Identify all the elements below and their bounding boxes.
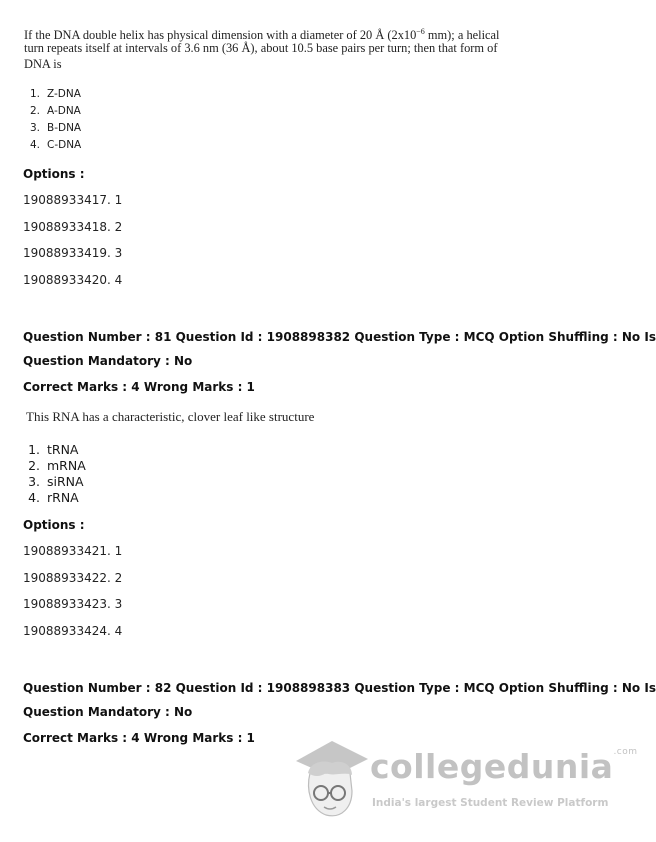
answer-choice bbox=[24, 474, 84, 489]
option-id: 19088933418. 2 bbox=[23, 220, 123, 234]
option-id: 19088933421. 1 bbox=[23, 544, 123, 558]
option-id: 19088933417. 1 bbox=[23, 193, 123, 207]
question-text: This RNA has a characteristic, clover leaf like structure bbox=[26, 409, 315, 424]
choice-label: mRNA bbox=[47, 458, 86, 473]
option-id: 19088933424. 4 bbox=[23, 624, 123, 638]
brand-suffix: .com bbox=[613, 747, 638, 757]
question-marks: Correct Marks : 4 Wrong Marks : 1 bbox=[23, 731, 255, 745]
answer-choice bbox=[24, 122, 81, 134]
question-marks: Correct Marks : 4 Wrong Marks : 1 bbox=[23, 380, 255, 394]
answer-choice bbox=[24, 88, 81, 100]
choice-label: siRNA bbox=[47, 474, 84, 489]
choice-number: 3. bbox=[29, 122, 40, 134]
brand-name bbox=[370, 747, 638, 786]
choice-number: 1. bbox=[28, 442, 40, 457]
graduate-mascot-icon bbox=[288, 733, 370, 828]
brand-text: collegedunia bbox=[370, 747, 614, 786]
option-id: 19088933422. 2 bbox=[23, 571, 123, 585]
choice-number: 2. bbox=[29, 105, 40, 117]
option-id: 19088933420. 4 bbox=[23, 273, 123, 287]
options-label: Options : bbox=[23, 518, 85, 532]
choice-number: 1. bbox=[29, 88, 40, 100]
question-mandatory: Question Mandatory : No bbox=[23, 705, 193, 719]
superscript: −6 bbox=[416, 27, 425, 36]
options-label: Options : bbox=[23, 167, 85, 181]
choice-number: 2. bbox=[28, 458, 40, 473]
option-id: 19088933423. 3 bbox=[23, 597, 123, 611]
question-text-part: mm); a helical bbox=[424, 28, 500, 43]
question-text-part: If the DNA double helix has physical dimension with a diameter of 20 Å (2x10 bbox=[24, 28, 417, 43]
collegedunia-watermark bbox=[288, 733, 638, 828]
answer-choice bbox=[24, 458, 86, 473]
choice-label: C-DNA bbox=[47, 139, 82, 151]
option-id: 19088933419. 3 bbox=[23, 246, 123, 260]
choice-label: B-DNA bbox=[47, 122, 82, 134]
answer-choice bbox=[24, 105, 81, 117]
choice-label: tRNA bbox=[47, 442, 79, 457]
question-mandatory: Question Mandatory : No bbox=[23, 354, 193, 368]
question-header: Question Number : 82 Question Id : 1908898383 Question Type : MCQ Option Shuffling : No Is bbox=[23, 681, 656, 695]
question-text-line: turn repeats itself at intervals of 3.6 nm (36 Å), about 10.5 base pairs per turn; then that form of bbox=[24, 41, 498, 55]
choice-label: A-DNA bbox=[47, 105, 81, 117]
choice-label: Z-DNA bbox=[47, 88, 81, 100]
answer-choice bbox=[24, 490, 79, 505]
answer-choice bbox=[24, 442, 79, 457]
choice-number: 3. bbox=[28, 474, 40, 489]
choice-label: rRNA bbox=[47, 490, 79, 505]
question-text-line: DNA is bbox=[24, 57, 62, 71]
choice-number: 4. bbox=[28, 490, 40, 505]
answer-choice bbox=[24, 139, 81, 151]
brand-tagline: India's largest Student Review Platform bbox=[372, 797, 609, 809]
choice-number: 4. bbox=[29, 139, 40, 151]
question-header: Question Number : 81 Question Id : 1908898382 Question Type : MCQ Option Shuffling : No Is bbox=[23, 330, 656, 344]
